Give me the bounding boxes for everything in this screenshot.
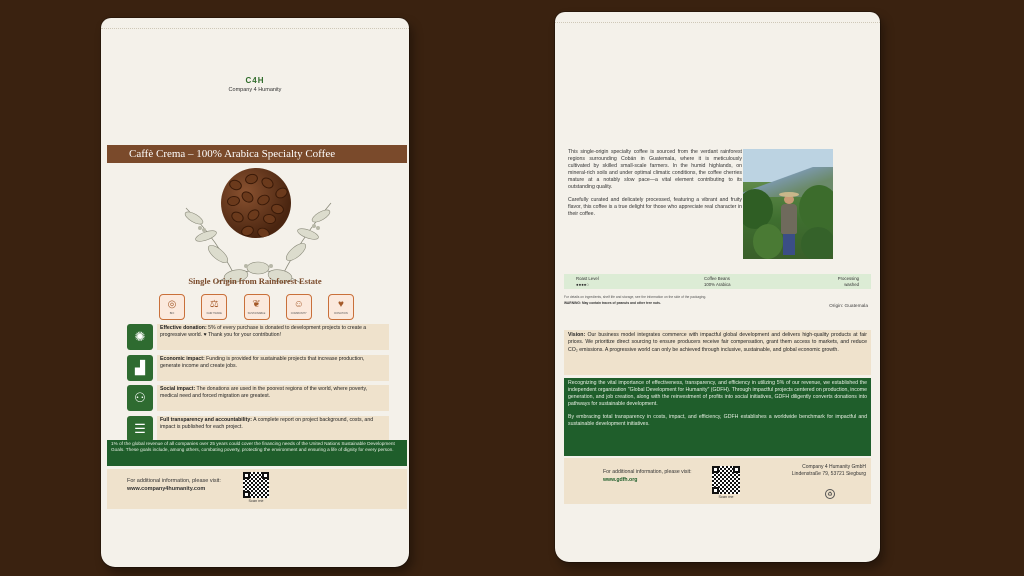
qr-code[interactable] [712,466,740,499]
gdfh-paragraph: Recognizing the vital importance of effectiveness, transparency, and efficiency in utilizing 5% of our revenue, we established the independent organization "Global Development for Humanity" (GDFH). Through impactful projects centered on production, income generation, and job creation, along with the reinvestment of profits into social initiatives, GDFH diligently converts donations into pathways for sustainable development. [568,380,867,408]
gdfh-statement [564,378,871,456]
contact-info [127,477,221,493]
story-paragraph: This single-origin specialty coffee is sourced from the verdant rainforest regions surrounding Cobán in Guatemala, where it is meticulously cultivated by skilled small-scale farmers. In the humid highlands, on mineral-rich soils and under optimal climatic conditions, the coffee cherries mature at a notably slow pace—a vital element contributing to its outstanding quality. [568,149,742,191]
logo-name: Company 4 Humanity [228,87,282,93]
badge-donation: ♥ DONATION [328,294,354,320]
badge-sustainable: ❦ SUSTAINABLE [244,294,270,320]
qr-label: Scan me [718,495,734,499]
website-link[interactable]: www.company4humanity.com [127,486,206,492]
certification-badges [159,294,354,320]
people-icon: ☺ [293,298,304,310]
front-coffee-bag [101,18,409,567]
bag-seal [555,22,880,26]
gdfh-paragraph: By embracing total transparency in costs, impact, and efficiency, GDFH establishes a worldwide benchmark for impactful and sustainable development initiatives. [568,414,867,428]
group-icon: ⚇ [127,385,153,411]
spec-processing: Processing washed [837,276,859,287]
heart-icon: ♥ [338,298,344,310]
leaf-icon: ❦ [252,298,261,310]
brand-logo [101,76,409,93]
farmer-photo [743,149,833,259]
globe-icon: ◎ [167,298,177,310]
impact-list [127,324,389,446]
qr-code[interactable] [243,472,269,503]
logo-mark: C4H [245,76,265,85]
chart-icon: ▟ [127,355,153,381]
badge-community: ☺ COMMUNITY [286,294,312,320]
impact-transparency: ☰ Full transparency and accountability: A complete report on project background, costs, and impact is published for each project. [127,416,389,442]
back-coffee-bag [555,12,880,562]
contact-label: For additional information, please visit: [603,469,692,475]
story-paragraph: Carefully curated and delicately processed, featuring a vibrant and fruity flavor, this coffee is a true delight for those who appreciate real character in their coffee. [568,196,742,217]
impact-social: ⚇ Social impact: The donations are used in the poorest regions of the world, where poverty, medical need and forced migration are greatest. [127,385,389,411]
contact-label: For additional information, please visit: [127,478,221,484]
spec-coffee-beans: Coffee Beans 100% Arabica [704,276,731,287]
contact-info [603,469,692,484]
scale-icon: ⚖ [209,298,219,310]
badge-fair-trade: ⚖ FAIR TRADE [201,294,227,320]
badge-bio: ◎ BIO [159,294,185,320]
website-link[interactable]: www.gdfh.org [603,476,638,483]
company-address: Company 4 Humanity GmbH Lindenstraße 79, 53721 Siegburg [791,464,866,477]
allergen-warning: WARNING: May contain traces of peanuts and other tree nuts. [564,301,661,305]
impact-donation: ✺ Effective donation: 5% of every purchase is donated to development projects to create a progressive world. ♥ Thank you for your contribution! [127,324,389,350]
globe-icon: ✺ [127,324,153,350]
origin-label: Origin: Guatemala [829,304,868,309]
spec-roast-level: Roast Level ●●●●○ [576,276,599,287]
fine-print: For details on ingredients, shelf life and storage, see the information on the side of the packaging. WARNING: May contain traces of peanuts and other tree nuts. [564,294,871,306]
impact-economic: ▟ Economic impact: Funding is provided for sustainable projects that increase production, generate income and create jobs. [127,355,389,381]
origin-heading: Single Origin from Rainforest Estate [188,276,322,286]
product-title: Caffè Crema – 100% Arabica Specialty Coffee [107,145,407,163]
coffee-specs [564,274,871,289]
bag-seal [101,28,409,32]
sdg-note: 1% of the global revenue of all companies over 25 years could cover the financing needs of the United Nations Sustainable Development Goals. These goals include, among others, combating poverty, protecting the environment and ensuring a life of dignity for every person. [107,440,407,466]
vision-statement: Vision: Our business model integrates commerce with impactful global development and delivers high-quality products at fair prices. We prioritize direct sourcing to ensure producers receive fair compensation, grant them access to markets, and reduce CO₂ emissions. A progressive world can only be achieved through inclusive, sustainable, and global economic growth. [564,330,871,375]
document-icon: ☰ [127,416,153,442]
origin-story [568,149,742,223]
recycle-icon: ♻ [825,489,835,499]
qr-label: Scan me [248,499,264,503]
